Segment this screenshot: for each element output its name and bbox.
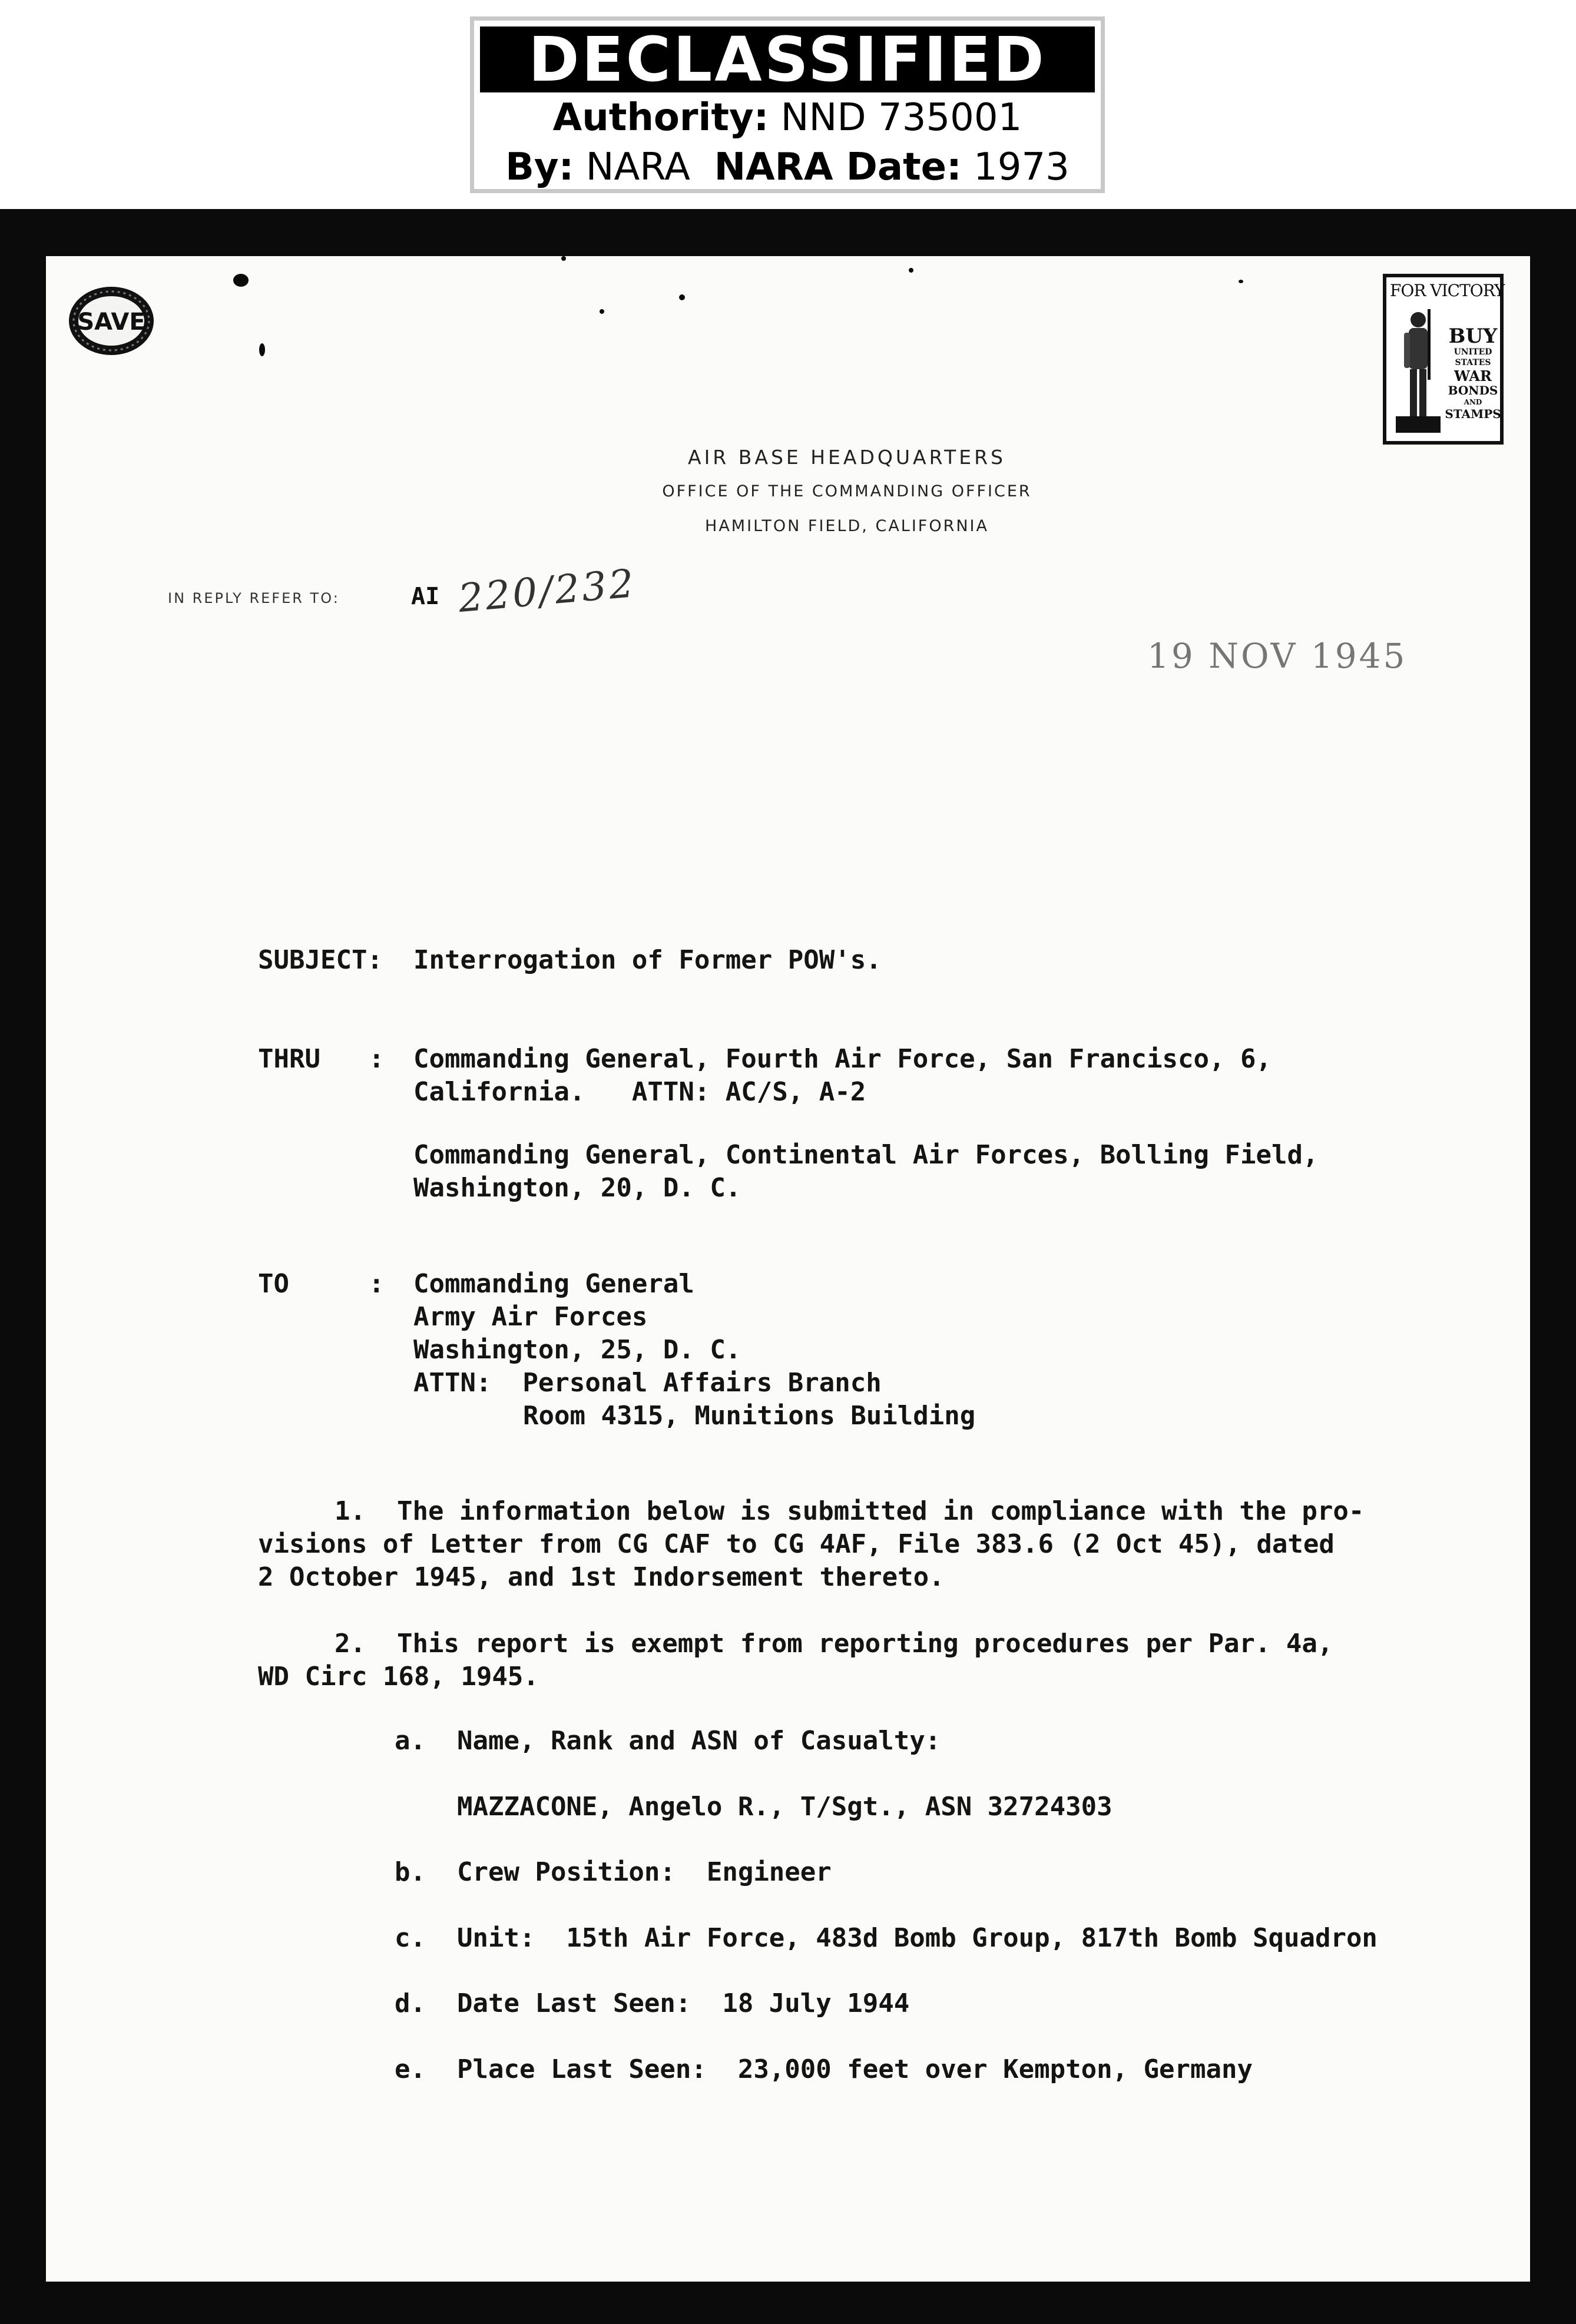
para1-line-2: visions of Letter from CG CAF to CG 4AF, File 383.6 (2 Oct 45), dated bbox=[258, 1529, 1335, 1559]
letterhead-line-2: OFFICE OF THE COMMANDING OFFICER bbox=[662, 482, 1032, 500]
scan-speck bbox=[1239, 280, 1243, 283]
thru-line-2: California. ATTN: AC/S, A-2 bbox=[413, 1077, 866, 1107]
authority-line bbox=[474, 96, 1101, 140]
letterhead-line-1: AIR BASE HEADQUARTERS bbox=[688, 446, 1006, 469]
to-line-3: Washington, 25, D. C. bbox=[413, 1335, 741, 1365]
item-b-label: b. bbox=[395, 1857, 426, 1887]
para2-line-1: 2. This report is exempt from reporting procedures per Par. 4a, bbox=[335, 1629, 1333, 1659]
declassification-header bbox=[0, 0, 1576, 209]
buy-text: BUY bbox=[1448, 324, 1498, 348]
scan-speck bbox=[259, 343, 265, 356]
subject-label: SUBJECT: bbox=[258, 945, 383, 975]
save-logo-icon bbox=[67, 283, 155, 359]
bonds-text: BONDS bbox=[1448, 383, 1498, 397]
scanned-document bbox=[0, 209, 1576, 2324]
scan-speck bbox=[909, 268, 913, 273]
item-a-label: a. bbox=[395, 1726, 426, 1756]
reply-refer-label: IN REPLY REFER TO: bbox=[168, 590, 340, 606]
to-line-4: ATTN: Personal Affairs Branch bbox=[413, 1368, 882, 1398]
item-c-text: Unit: 15th Air Force, 483d Bomb Group, 817th Bomb Squadron bbox=[457, 1923, 1378, 1953]
para1-line-3: 2 October 1945, and 1st Indorsement thereto. bbox=[258, 1562, 945, 1592]
and-text: AND bbox=[1464, 398, 1482, 406]
para1-line-1: 1. The information below is submitted in compliance with the pro- bbox=[335, 1496, 1365, 1526]
scan-speck bbox=[600, 309, 604, 314]
thru-line-1: Commanding General, Fourth Air Force, San Francisco, 6, bbox=[413, 1044, 1272, 1074]
declassified-stamp bbox=[470, 16, 1105, 193]
item-d-label: d. bbox=[395, 1988, 426, 2018]
scan-speck bbox=[233, 274, 249, 287]
para2-line-2: WD Circ 168, 1945. bbox=[258, 1662, 539, 1692]
to-line-1: Commanding General bbox=[413, 1269, 694, 1299]
item-e-text: Place Last Seen: 23,000 feet over Kempton, Germany bbox=[457, 2054, 1253, 2084]
item-a-text: Name, Rank and ASN of Casualty: bbox=[457, 1726, 941, 1756]
save-logo-text: SAVE bbox=[77, 309, 145, 336]
stamps-text: STAMPS bbox=[1445, 407, 1501, 421]
by-value: NARA bbox=[585, 145, 690, 189]
item-d-text: Date Last Seen: 18 July 1944 bbox=[457, 1988, 910, 2018]
for-victory-text: FOR VICTORY bbox=[1390, 281, 1505, 300]
by-label: By: bbox=[505, 145, 574, 189]
item-c-label: c. bbox=[395, 1923, 426, 1953]
to-label: TO bbox=[258, 1269, 289, 1299]
reply-handwritten-number: 220/232 bbox=[456, 560, 638, 622]
united-text: UNITED bbox=[1454, 347, 1492, 357]
thru-colon: : bbox=[369, 1044, 385, 1074]
scan-speck bbox=[561, 256, 566, 261]
thru-line-3: Commanding General, Continental Air Forces, Bolling Field, bbox=[413, 1140, 1319, 1170]
thru-line-4: Washington, 20, D. C. bbox=[413, 1173, 741, 1203]
nara-date-label: NARA Date: bbox=[714, 145, 962, 189]
letterhead-line-3: HAMILTON FIELD, CALIFORNIA bbox=[705, 517, 989, 535]
war-text: WAR bbox=[1454, 367, 1492, 384]
item-b-text: Crew Position: Engineer bbox=[457, 1857, 832, 1887]
scan-speck bbox=[679, 294, 685, 300]
to-line-5: Room 4315, Munitions Building bbox=[523, 1401, 976, 1431]
to-line-2: Army Air Forces bbox=[413, 1302, 648, 1332]
by-date-line bbox=[474, 145, 1101, 189]
declassified-title: DECLASSIFIED bbox=[480, 26, 1095, 92]
item-a-value: MAZZACONE, Angelo R., T/Sgt., ASN 32724303 bbox=[457, 1792, 1113, 1822]
authority-label: Authority: bbox=[552, 96, 769, 140]
authority-value: NND 735001 bbox=[780, 96, 1022, 140]
item-e-label: e. bbox=[395, 2054, 426, 2084]
states-text: STATES bbox=[1455, 358, 1491, 367]
reply-prefix: AI bbox=[411, 583, 440, 610]
war-bonds-seal bbox=[1383, 274, 1504, 445]
date-stamp: 19 NOV 1945 bbox=[1147, 636, 1408, 676]
minuteman-icon bbox=[1391, 303, 1445, 442]
subject-text: Interrogation of Former POW's. bbox=[413, 945, 882, 975]
thru-label: THRU bbox=[258, 1044, 320, 1074]
nara-date-value: 1973 bbox=[974, 145, 1070, 189]
to-colon: : bbox=[369, 1269, 385, 1299]
letter-page bbox=[46, 256, 1530, 2282]
